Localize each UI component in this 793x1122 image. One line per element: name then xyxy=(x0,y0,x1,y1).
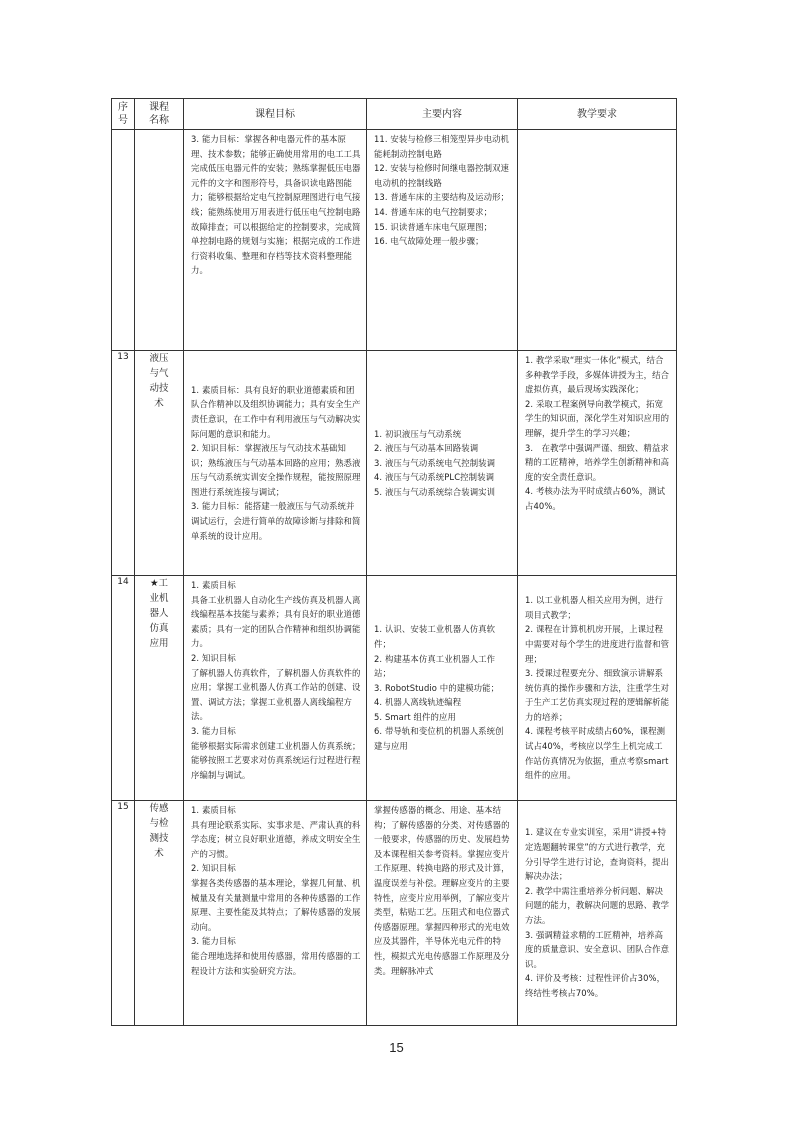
table-row xyxy=(112,130,677,351)
main-content: 1. 初识液压与气动系统 2. 液压与气动基本回路装调 3. 液压与气动系统电气控制装调 4. 液压与气动系统PLC控制装调 5. 液压与气动系统综合装调实训 xyxy=(367,351,518,576)
main-content: 掌握传感器的概念、用途、基本结构；了解传感器的分类、对传感器的一般要求，传感器的历史、发展趋势及本课程相关参考资料。掌握应变片工作原理、转换电路的形式及计算，温度误差与补偿。理解应变片的主要特性，应变片应用举例，了解应变片类型，粘贴工艺。压阻式和电位器式传感器原理。掌握四种形式的光电效应及其器件，半导体光电元件的特性，模拟式光电传感器工作原理及分类。理解脉冲式 xyxy=(367,801,518,1026)
table-row xyxy=(112,351,677,576)
teaching-requirements: 1. 以工业机器人相关应用为例，进行项目式教学； 2. 课程在计算机机房开展，上课过程中需要对每个学生的进度进行监督和管理； 3. 授课过程要充分、细致演示讲解系统仿真的操作步骤和方法，注重学生对于生产工艺仿真实现过程的逻辑解析能力的培养； 4. 课程考核平时成绩占60%，课程测试占40%，考核应以学生上机完成工作站仿真情况为依据，重点考察smart组件的应用。 xyxy=(518,576,677,801)
header-number: 序 号 xyxy=(112,99,135,130)
teaching-requirements: 1. 教学采取“理实一体化”模式，结合多种教学手段，多媒体讲授为主，结合虚拟仿真，最后现场实践深化； 2. 采取工程案例导向教学模式，拓宽学生的知识面，深化学生对知识应用的理解，提升学生的学习兴趣； 3. 在教学中强调严谨、细致、精益求精的工匠精神，培养学生创新精神和高度的安全责任意识。 4. 考核办法为平时成绩占60%，测试占40%。 xyxy=(518,351,677,576)
course-goal: 1. 素质目标 具备工业机器人自动化生产线仿真及机器人离线编程基本技能与素养；具有良好的职业道德素质；具有一定的团队合作精神和组织协调能力。 2. 知识目标 了解机器人仿真软件，了解机器人仿真软件的应用；掌握工业机器人仿真工作站的创建、设置、调试方法；掌握工业机器人离线编程方法。 3. 能力目标 能够根据实际需求创建工业机器人仿真系统；能够按照工艺要求对仿真系统运行过程进行程序编制与调试。 xyxy=(184,576,367,801)
course-name: ★工 业机 器人 仿真 应用 xyxy=(135,576,184,801)
page-number: 15 xyxy=(389,1040,404,1055)
course-name: 液压 与气 动技 术 xyxy=(135,351,184,576)
course-goal: 1. 素质目标 具有理论联系实际、实事求是、严肃认真的科学态度；树立良好职业道德，养成文明安全生产的习惯。 2. 知识目标 掌握各类传感器的基本理论，掌握几何量、机械量及有关量测量中常用的各种传感器的工作原理、主要性能及其特点；了解传感器的发展动向。 3. 能力目标 能合理地选择和使用传感器，常用传感器的工程设计方法和实验研究方法。 xyxy=(184,801,367,1026)
row-number xyxy=(112,130,135,351)
course-name: 传感 与检 测技 术 xyxy=(135,801,184,1026)
header-main-content: 主要内容 xyxy=(367,99,518,130)
header-row xyxy=(112,99,677,130)
teaching-requirements: 1. 建议在专业实训室，采用“讲授+特定选题翻转课堂”的方式进行教学，充分引导学生进行讨论，查询资料，提出解决办法； 2. 教学中需注重培养分析问题、解决问题的能力，教解决问题的思路、教学方法。 3. 强调精益求精的工匠精神，培养高度的质量意识、安全意识、团队合作意识。 4. 评价及考核：过程性评价占30%，终结性考核占70%。 xyxy=(518,801,677,1026)
header-course-name: 课程 名称 xyxy=(135,99,184,130)
header-course-goal: 课程目标 xyxy=(184,99,367,130)
course-goal: 3. 能力目标：掌握各种电器元件的基本原理、技术参数；能够正确使用常用的电工工具完成低压电器元件的安装；熟练掌握低压电器元件的文字和图形符号，具备识读电路图能力；能够根据给定电气控制原理图进行电气接线；能熟练使用万用表进行低压电气控制电路故障排查；可以根据给定的控制要求，完成简单控制电路的规划与实施；根据完成的工作进行资料收集、整理和存档等技术资料整理能力。 xyxy=(184,130,367,351)
course-table xyxy=(111,98,677,1026)
table-row xyxy=(112,801,677,1026)
teaching-requirements xyxy=(518,130,677,351)
row-number: 15 xyxy=(112,801,135,1026)
course-goal: 1. 素质目标：具有良好的职业道德素质和团队合作精神以及组织协调能力；具有安全生产责任意识，在工作中有利用液压与气动解决实际问题的意识和能力。 2. 知识目标：掌握液压与气动技术基础知识；熟练液压与气动基本回路的应用；熟悉液压与气动系统实训安全操作规程，能按照原理图进行系统连接与调试； 3. 能力目标：能搭建一般液压与气动系统并调试运行，会进行简单的故障诊断与排除和简单系统的设计应用。 xyxy=(184,351,367,576)
row-number: 14 xyxy=(112,576,135,801)
course-name xyxy=(135,130,184,351)
main-content: 11. 安装与检修三相笼型异步电动机能耗制动控制电路 12. 安装与检修时间继电器控制双速电动机的控制线路 13. 普通车床的主要结构及运动形； 14. 普通车床的电气控制要求； 15. 识读普通车床电气原理图； 16. 电气故障处理一般步骤； xyxy=(367,130,518,351)
row-number: 13 xyxy=(112,351,135,576)
main-content: 1. 认识、安装工业机器人仿真软件； 2. 构建基本仿真工业机器人工作站； 3. RobotStudio 中的建模功能； 4. 机器人离线轨迹编程 5. Smart 组件的应用 6. 带导轨和变位机的机器人系统创建与应用 xyxy=(367,576,518,801)
table-row xyxy=(112,576,677,801)
header-teaching-requirements: 教学要求 xyxy=(518,99,677,130)
